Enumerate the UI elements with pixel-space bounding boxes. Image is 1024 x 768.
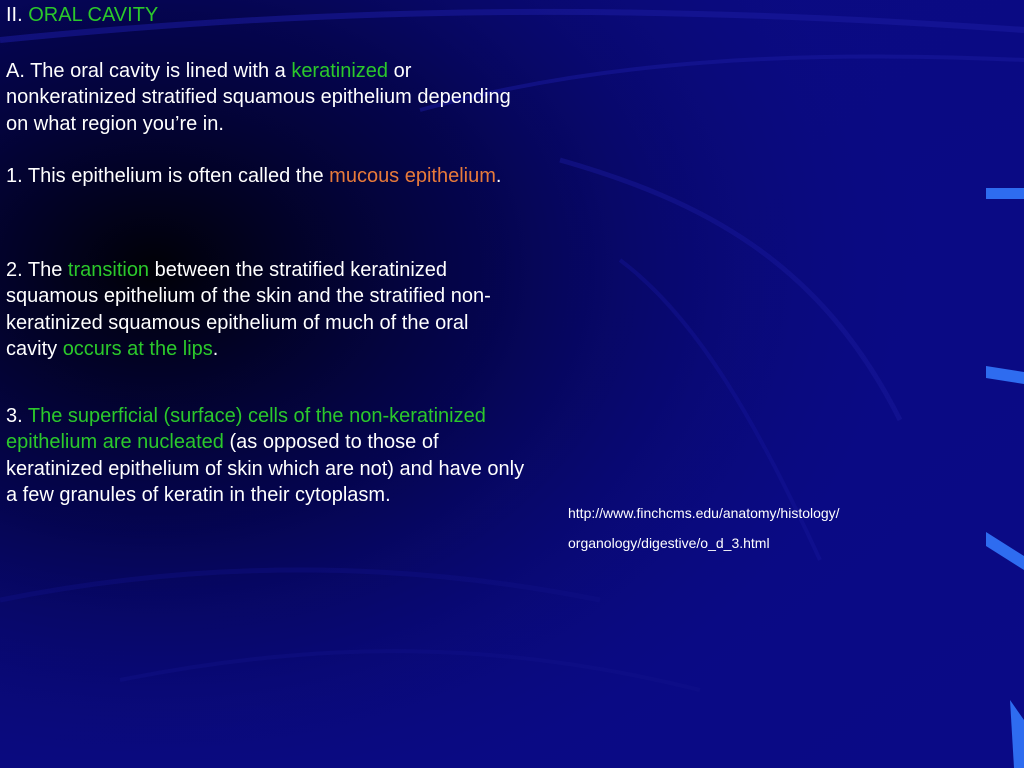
paragraph-2-highlight-lips: occurs at the lips (62, 337, 213, 360)
paragraph-a (6, 58, 521, 137)
source-url-line-1[interactable]: http://www.finchcms.edu/anatomy/histology/ (568, 505, 840, 521)
paragraph-a-highlight-keratinized: keratinized (291, 60, 389, 82)
paragraph-3-text-1: 3. (6, 405, 28, 427)
slide-title (6, 2, 158, 28)
paragraph-a-text-2: or nonkeratinized stratified squamous epithelium depending on what region you’re in. (6, 60, 511, 135)
title-roman: II. (6, 4, 23, 26)
paragraph-2-text-1: 2. The (6, 259, 68, 281)
paragraph-a-text-1: A. The oral cavity is lined with a (6, 60, 292, 82)
source-url-line-2[interactable]: organology/digestive/o_d_3.html (568, 535, 770, 551)
title-text: ORAL CAVITY (28, 4, 159, 26)
paragraph-1-highlight-mucous: mucous epithelium (329, 165, 496, 187)
paragraph-1-text-1: 1. This epithelium is often called the (6, 165, 330, 187)
paragraph-3 (6, 403, 526, 508)
paragraph-3-text-2: (as opposed to those of keratinized epithelium of skin which are not) and have only a few granules of keratin in their cytoplasm. (6, 431, 525, 506)
paragraph-1 (6, 163, 521, 189)
paragraph-2-text-2: between the stratified keratinized squamous epithelium of the skin and the stratified non-keratinized squamous epithelium of much of the oral cavity (6, 259, 491, 360)
paragraph-2 (6, 257, 506, 362)
paragraph-2-text-3: . (212, 337, 219, 360)
paragraph-2-highlight-transition: transition (67, 259, 150, 281)
paragraph-3-highlight-superficial: The superficial (surface) cells of the non-keratinized epithelium are nucleated (6, 405, 486, 454)
paragraph-1-text-2: . (495, 165, 502, 187)
